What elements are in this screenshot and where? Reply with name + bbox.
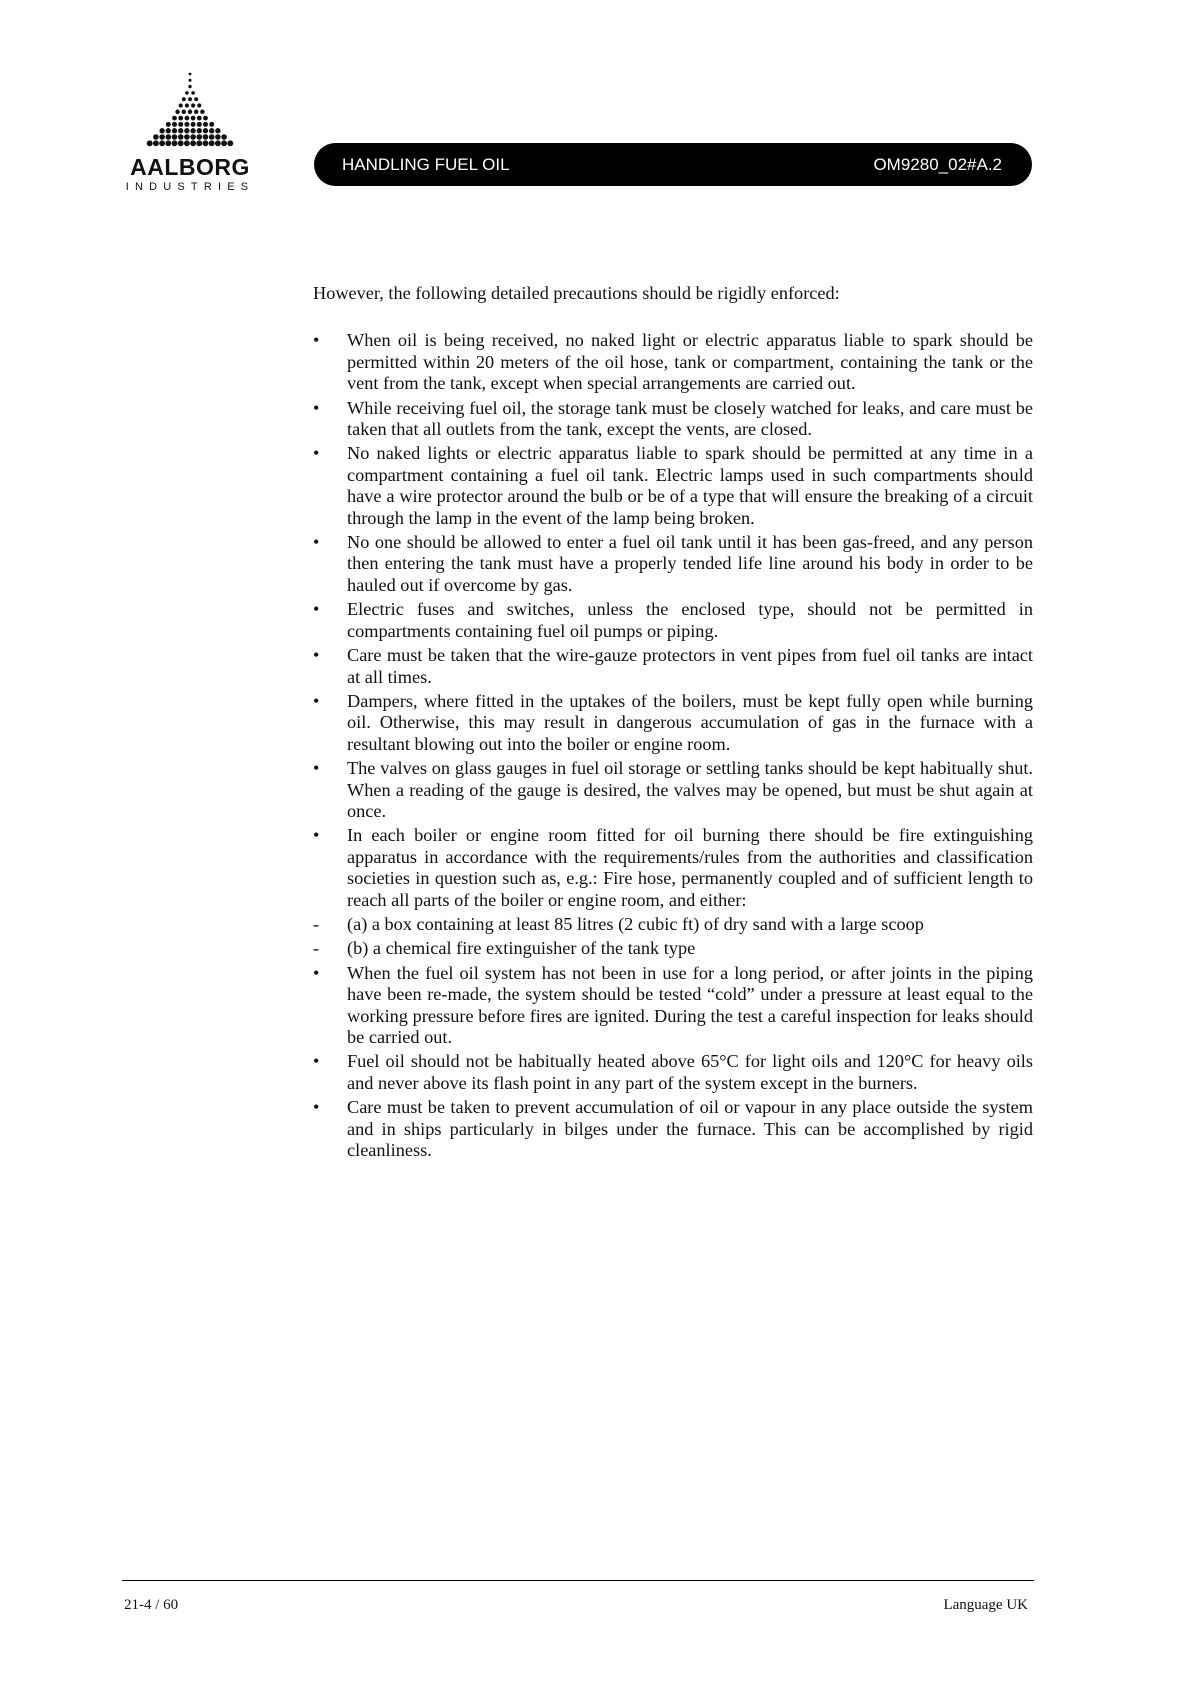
logo-name: AALBORG xyxy=(130,154,250,180)
bullet-icon: • xyxy=(313,690,320,711)
bullet-icon: • xyxy=(313,397,320,418)
language-label: Language UK xyxy=(943,1597,1028,1613)
list-item-text: While receiving fuel oil, the storage tank must be closely watched for leaks, and care must be taken that all outlets from the tank, except the vents, are closed. xyxy=(347,397,1033,440)
list-item-text: The valves on glass gauges in fuel oil storage or settling tanks should be kept habitually shut. When a reading of the gauge is desired, the valves may be opened, but must be shut again at once. xyxy=(347,758,1033,821)
page-number: 21-4 / 60 xyxy=(124,1597,179,1613)
bullet-icon: • xyxy=(313,1051,320,1072)
bullet-icon: • xyxy=(313,758,320,779)
bullet-icon: • xyxy=(313,532,320,553)
logo-subtitle: INDUSTRIES xyxy=(125,181,255,193)
list-item xyxy=(313,938,1033,959)
footer-divider xyxy=(122,1580,1034,1581)
list-item xyxy=(313,758,1033,822)
dash-marker: - xyxy=(313,913,320,934)
bullet-icon: • xyxy=(313,1097,320,1118)
list-item xyxy=(313,1097,1033,1161)
list-item-text: When the fuel oil system has not been in use for a long period, or after joints in the piping have been re-made, the system should be tested “cold” under a pressure at least equal to the working pressure before fires are ignited. During the test a careful inspection for leaks should be carried out. xyxy=(347,962,1033,1047)
header-title: HANDLING FUEL OIL xyxy=(342,155,510,174)
list-item-text: Dampers, where fitted in the uptakes of the boilers, must be kept fully open while burning oil. Otherwise, this may result in dangerous accumulation of gas in the furnace with a resultant blowing out into the boiler or engine room. xyxy=(347,690,1033,754)
intro-paragraph: However, the following detailed precautions should be rigidly enforced: xyxy=(313,283,840,303)
list-item-text: Electric fuses and switches, unless the enclosed type, should not be permitted in compartments containing fuel oil pumps or piping. xyxy=(347,599,1033,641)
list-item-text: Care must be taken to prevent accumulation of oil or vapour in any place outside the system and in ships particularly in bilges under the furnace. This can be accomplished by rigid cleanliness. xyxy=(347,1097,1033,1161)
list-item xyxy=(313,1051,1033,1094)
document-body xyxy=(313,283,1033,1164)
list-item-text: Care must be taken that the wire-gauze protectors in vent pipes from fuel oil tanks are intact at all times. xyxy=(347,645,1033,687)
list-item xyxy=(313,914,1033,935)
document-header-bar xyxy=(314,143,1032,186)
bullet-icon: • xyxy=(313,599,320,620)
dash-marker: - xyxy=(313,938,320,959)
list-item-text: (b) a chemical fire extinguisher of the tank type xyxy=(347,938,696,959)
logo-dot-pyramid-icon xyxy=(145,70,235,152)
bullet-icon: • xyxy=(313,825,320,846)
list-item xyxy=(313,330,1033,394)
list-item xyxy=(313,599,1033,642)
document-code: OM9280_02#A.2 xyxy=(873,155,1002,174)
list-item xyxy=(313,691,1033,755)
list-item-text: When oil is being received, no naked light or electric apparatus liable to spark should be permitted within 20 meters of the oil hose, tank or compartment, containing the tank or the vent from the tank, except when special arrangements are carried out. xyxy=(347,330,1033,394)
bullet-icon: • xyxy=(313,645,320,666)
list-item xyxy=(313,645,1033,688)
bullet-icon: • xyxy=(313,330,320,351)
list-item-text: In each boiler or engine room fitted for oil burning there should be fire extinguishing apparatus in accordance with the requirements/rules from the authorities and classification societies in question such as, e.g.: Fire hose, permanently coupled and of sufficient length to reach all parts of the boiler or engine room, and either: xyxy=(347,825,1033,910)
list-item-text: No one should be allowed to enter a fuel oil tank until it has been gas-freed, and any person then entering the tank must have a properly tended life line around his body in order to be hauled out if overcome by gas. xyxy=(347,532,1033,595)
list-item xyxy=(313,825,1033,911)
list-item xyxy=(313,963,1033,1049)
list-item xyxy=(313,398,1033,441)
list-item xyxy=(313,443,1033,529)
list-item xyxy=(313,532,1033,596)
list-item-text: Fuel oil should not be habitually heated above 65°C for light oils and 120°C for heavy oils and never above its flash point in any part of the system except in the burners. xyxy=(347,1051,1033,1093)
company-logo xyxy=(120,70,260,193)
bullet-icon: • xyxy=(313,443,320,464)
list-item-text: No naked lights or electric apparatus liable to spark should be permitted at any time in a compartment containing a fuel oil tank. Electric lamps used in such compartments should have a wire protector around the bulb or be of a type that will ensure the breaking of a circuit through the lamp in the event of the lamp being broken. xyxy=(347,443,1033,528)
bullet-icon: • xyxy=(313,962,320,983)
precaution-list xyxy=(313,330,1033,1161)
list-item-text: (a) a box containing at least 85 litres (2 cubic ft) of dry sand with a large scoop xyxy=(347,913,924,934)
